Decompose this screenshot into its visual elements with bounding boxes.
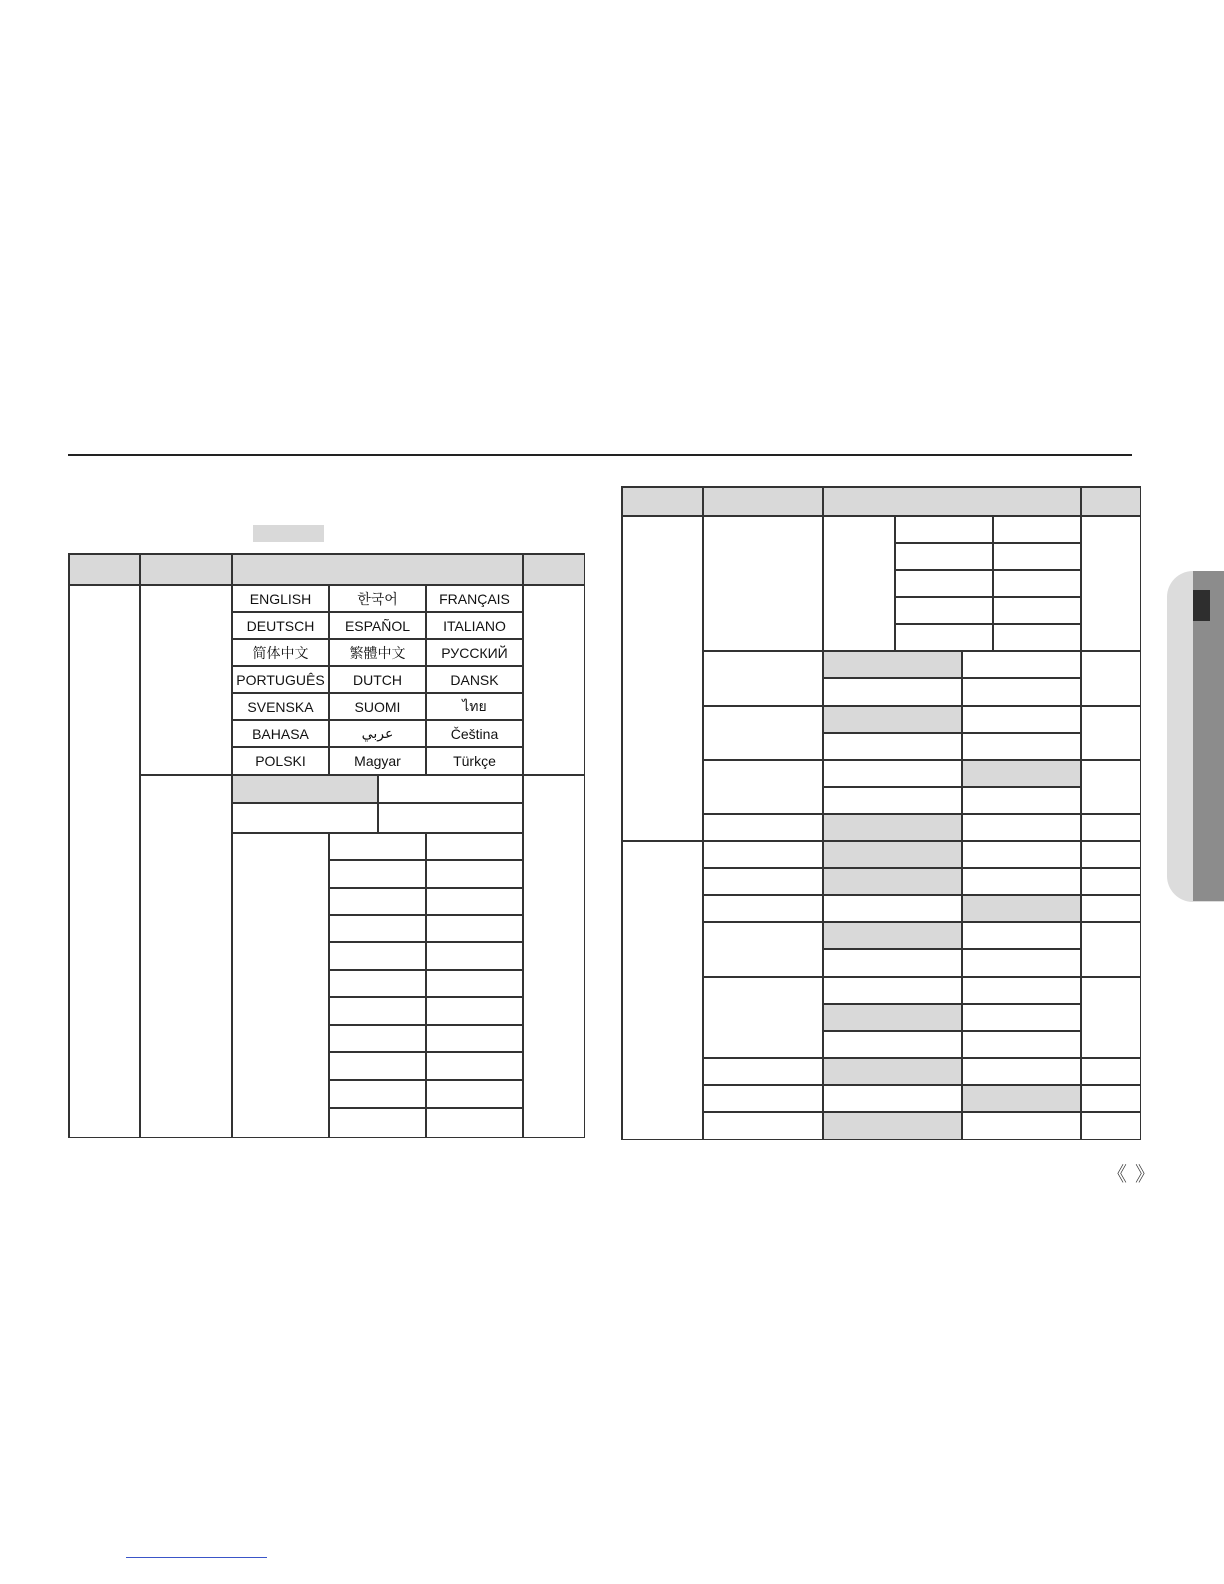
header-cell: [232, 554, 523, 585]
option-cell: [426, 1025, 523, 1052]
option-cell: [378, 775, 523, 803]
main-menu-cell: [703, 868, 823, 895]
option-cell: [962, 1004, 1081, 1031]
header-cell: [1081, 487, 1141, 516]
submenu-cell: [823, 516, 895, 651]
language-option: BAHASA: [232, 720, 329, 747]
language-option: ITALIANO: [426, 612, 523, 639]
option-cell: [329, 942, 426, 970]
option-cell: [895, 624, 993, 651]
main-menu-cell: [703, 516, 823, 651]
page-cell: [1081, 895, 1141, 922]
main-menu-cell: [703, 760, 823, 814]
option-cell: [962, 678, 1081, 706]
option-cell: [962, 922, 1081, 949]
option-cell: [426, 915, 523, 942]
option-cell: [823, 895, 962, 922]
option-cell: [426, 888, 523, 915]
language-option: РУССКИЙ: [426, 639, 523, 666]
option-cell: [993, 624, 1081, 651]
language-option: ENGLISH: [232, 585, 329, 612]
option-cell: [962, 841, 1081, 868]
page-cell: [1081, 922, 1141, 977]
option-cell: [823, 678, 962, 706]
language-option: SUOMI: [329, 693, 426, 720]
option-cell-default: [823, 841, 962, 868]
option-cell: [823, 787, 962, 814]
page-cell: [1081, 760, 1141, 814]
option-cell: [329, 1080, 426, 1108]
option-cell: [329, 1108, 426, 1138]
prev-page-icon[interactable]: 《: [1107, 1164, 1127, 1186]
option-cell: [329, 1025, 426, 1052]
option-cell: [962, 651, 1081, 678]
page-cell: [1081, 841, 1141, 868]
main-menu-cell: [140, 775, 232, 1138]
option-cell: [232, 803, 378, 833]
option-cell: [962, 949, 1081, 977]
option-cell: [426, 997, 523, 1025]
option-cell: [823, 760, 962, 787]
main-menu-cell: [703, 895, 823, 922]
main-menu-cell: [703, 706, 823, 760]
option-cell: [962, 1112, 1081, 1140]
option-cell: [962, 787, 1081, 814]
main-menu-cell: [703, 1112, 823, 1140]
menu-tab-cell: [622, 841, 703, 1140]
option-cell: [962, 1031, 1081, 1058]
page-cell: [523, 775, 585, 1138]
option-cell: [329, 915, 426, 942]
header-divider: [68, 454, 1132, 456]
language-option: ไทย: [426, 693, 523, 720]
menu-tab-cell: [622, 516, 703, 841]
option-cell: [426, 1108, 523, 1138]
menu-tab-cell: [69, 585, 140, 1138]
page-cell: [1081, 868, 1141, 895]
main-menu-cell: [703, 922, 823, 977]
page-cell: [1081, 1112, 1141, 1140]
page-cell: [1081, 814, 1141, 841]
option-cell: [329, 970, 426, 997]
option-cell: [993, 597, 1081, 624]
option-cell: [426, 1052, 523, 1080]
option-cell: [426, 970, 523, 997]
header-cell: [823, 487, 1081, 516]
header-cell: [140, 554, 232, 585]
option-cell: [962, 814, 1081, 841]
main-menu-cell: [703, 1058, 823, 1085]
option-cell: [426, 1080, 523, 1108]
option-cell: [993, 543, 1081, 570]
page-cell: [523, 585, 585, 775]
header-cell: [69, 554, 140, 585]
language-option: عربي: [329, 720, 426, 747]
option-cell: [823, 733, 962, 760]
language-option: DUTCH: [329, 666, 426, 693]
option-cell-default: [962, 895, 1081, 922]
option-cell: [962, 733, 1081, 760]
option-cell-default: [823, 868, 962, 895]
footer-link-underline: [126, 1557, 267, 1558]
default-highlight-legend: [253, 525, 324, 542]
option-cell-default: [823, 814, 962, 841]
header-cell: [703, 487, 823, 516]
language-option: FRANÇAIS: [426, 585, 523, 612]
language-option: Türkçe: [426, 747, 523, 775]
page-cell: [1081, 706, 1141, 760]
page-cell: [1081, 1085, 1141, 1112]
option-cell-default: [823, 706, 962, 733]
option-cell-default: [962, 760, 1081, 787]
main-menu-cell: [703, 814, 823, 841]
language-option: ESPAÑOL: [329, 612, 426, 639]
page-cell: [1081, 977, 1141, 1058]
option-cell: [426, 942, 523, 970]
option-cell: [823, 977, 962, 1004]
option-cell-default: [823, 1004, 962, 1031]
submenu-cell: [232, 833, 329, 1138]
language-option: PORTUGUÊS: [232, 666, 329, 693]
main-menu-cell: [703, 651, 823, 706]
option-cell-default: [962, 1085, 1081, 1112]
language-option: POLSKI: [232, 747, 329, 775]
main-menu-cell: [703, 977, 823, 1058]
language-option: 한국어: [329, 585, 426, 612]
page-cell: [1081, 651, 1141, 706]
next-page-icon[interactable]: 》: [1135, 1164, 1155, 1186]
language-option: Magyar: [329, 747, 426, 775]
option-cell: [329, 860, 426, 888]
option-cell: [993, 516, 1081, 543]
left-settings-table: [68, 553, 585, 1138]
language-option: DEUTSCH: [232, 612, 329, 639]
option-cell: [426, 860, 523, 888]
option-cell: [895, 570, 993, 597]
option-cell: [426, 833, 523, 860]
option-cell: [378, 803, 523, 833]
option-cell-default: [823, 1112, 962, 1140]
language-option: 繁體中文: [329, 639, 426, 666]
option-cell: [329, 1052, 426, 1080]
option-cell-default: [823, 922, 962, 949]
option-cell: [895, 516, 993, 543]
header-cell: [523, 554, 585, 585]
option-cell: [823, 949, 962, 977]
option-cell-default: [823, 1058, 962, 1085]
option-cell: [329, 997, 426, 1025]
chapter-tab-marker: [1193, 590, 1210, 621]
option-cell: [962, 706, 1081, 733]
language-option: SVENSKA: [232, 693, 329, 720]
page-cell: [1081, 516, 1141, 651]
option-cell: [823, 1031, 962, 1058]
language-option: DANSK: [426, 666, 523, 693]
option-cell: [962, 977, 1081, 1004]
option-cell-default: [823, 651, 962, 678]
language-option: Čeština: [426, 720, 523, 747]
option-cell: [962, 1058, 1081, 1085]
main-menu-cell: [140, 585, 232, 775]
right-settings-table: [621, 486, 1141, 1140]
page-cell: [1081, 1058, 1141, 1085]
option-cell-default: [232, 775, 378, 803]
main-menu-cell: [703, 1085, 823, 1112]
option-cell: [895, 597, 993, 624]
header-cell: [622, 487, 703, 516]
option-cell: [329, 888, 426, 915]
option-cell: [895, 543, 993, 570]
option-cell: [823, 1085, 962, 1112]
option-cell: [993, 570, 1081, 597]
language-option: 简体中文: [232, 639, 329, 666]
main-menu-cell: [703, 841, 823, 868]
option-cell: [962, 868, 1081, 895]
option-cell: [329, 833, 426, 860]
